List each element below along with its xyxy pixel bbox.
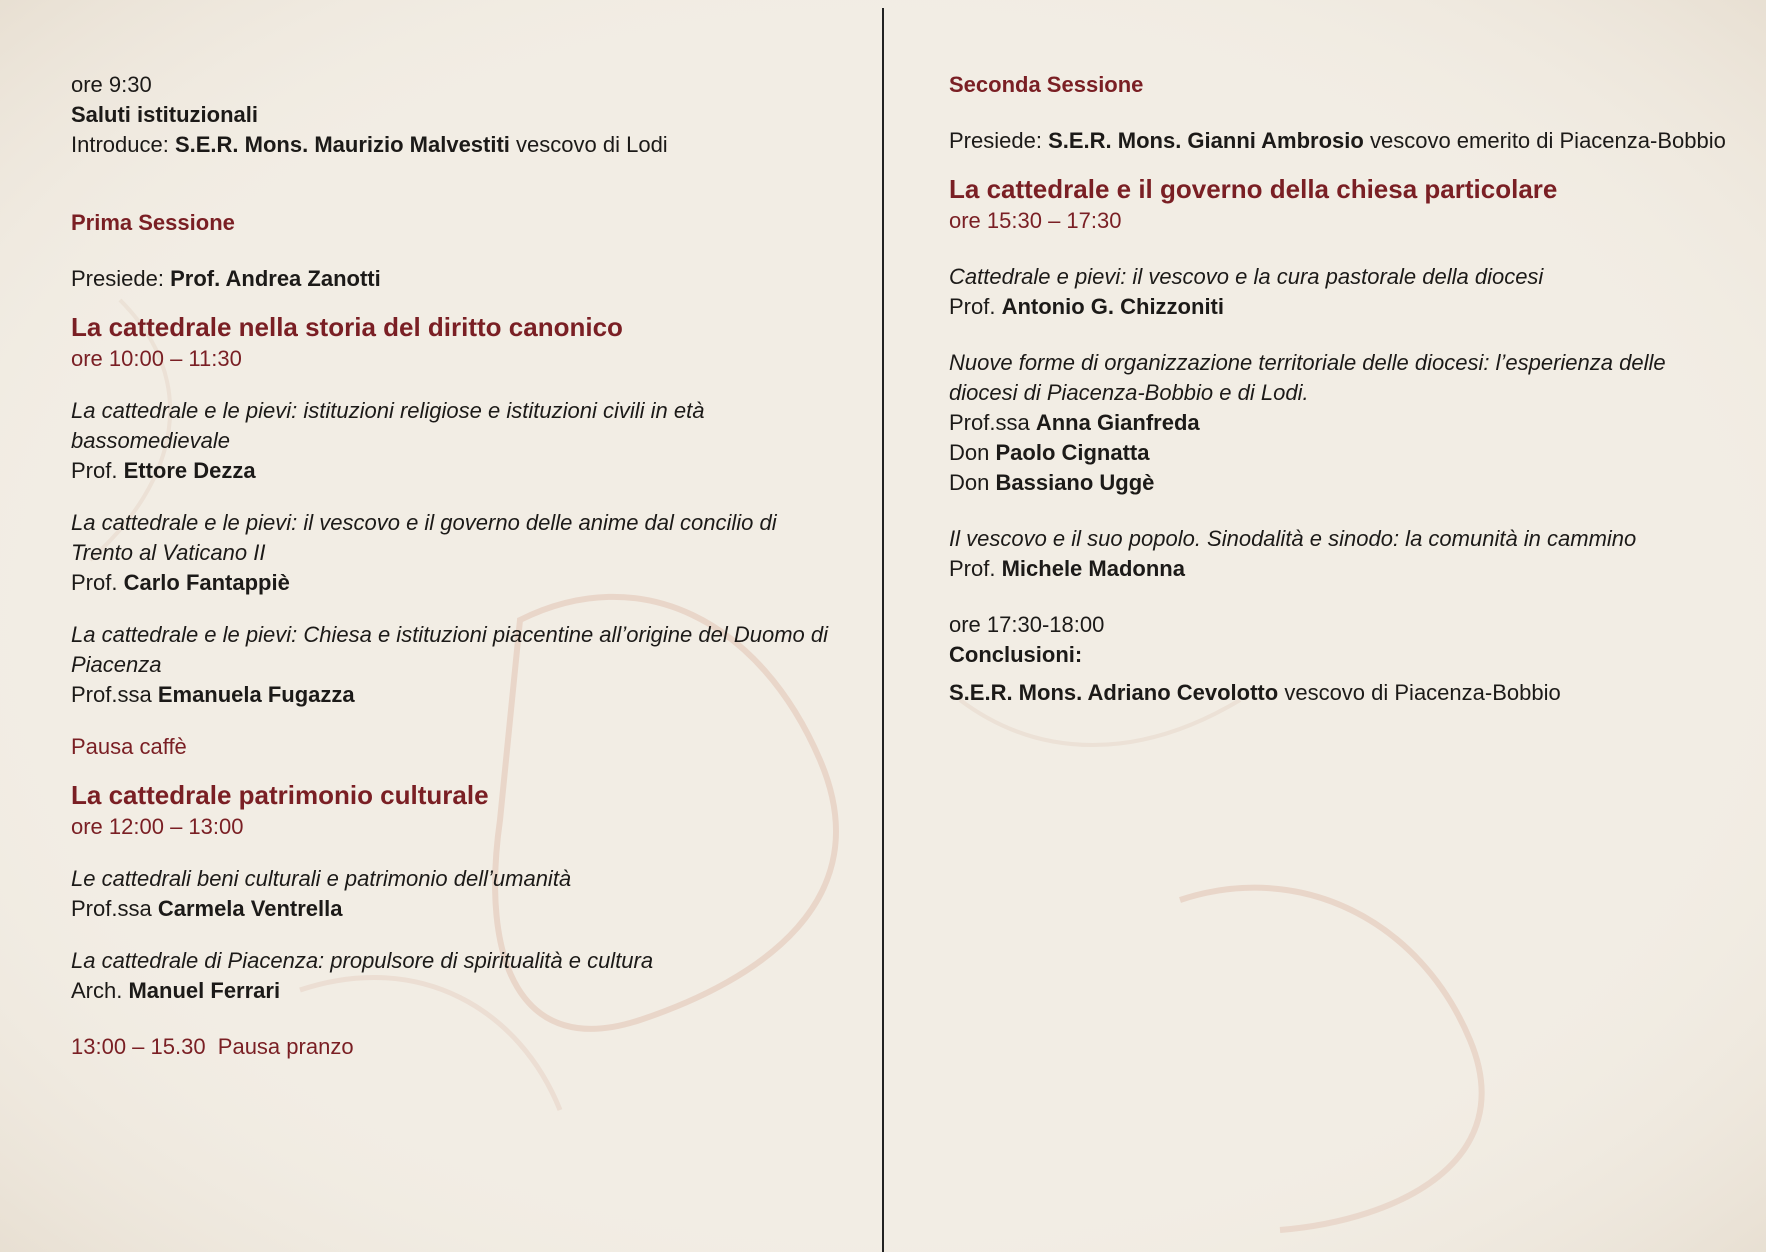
- talk-3-3: Il vescovo e il suo popolo. Sinodalità e sinodo: la comunità in cammino Prof. Michele Madonna: [949, 526, 1637, 581]
- talk-1-3: La cattedrale e le pievi: Chiesa e istituzioni piacentine all’origine del Duomo di Piacenza Prof.ssa Emanuela Fugazza: [71, 622, 828, 707]
- opening-intro: Introduce: S.E.R. Mons. Maurizio Malvestiti vescovo di Lodi: [71, 132, 668, 157]
- panel-1-time: ore 10:00 – 11:30: [71, 346, 242, 371]
- talk-3-2: Nuove forme di organizzazione territoriale delle diocesi: l’esperienza delle diocesi di Piacenza-Bobbio e di Lodi. Prof.ssa Anna Gianfreda Don Paolo Cignatta Don Bassiano Uggè: [949, 348, 1729, 498]
- lunch-break: 13:00 – 15.30 Pausa pranzo: [71, 1034, 354, 1059]
- opening-title: Saluti istituzionali: [71, 102, 259, 127]
- session-1-label: Prima Sessione: [71, 210, 235, 235]
- talk-2-1: Le cattedrali beni culturali e patrimonio dell’umanità Prof.ssa Carmela Ventrella: [71, 866, 572, 921]
- closing-title: Conclusioni:: [949, 642, 1083, 667]
- coffee-break: Pausa caffè: [71, 734, 187, 759]
- closing-speaker: S.E.R. Mons. Adriano Cevolotto vescovo di Piacenza-Bobbio: [949, 680, 1561, 705]
- talk-3-1: Cattedrale e pievi: il vescovo e la cura pastorale della diocesi Prof. Antonio G. Chizzoniti: [949, 264, 1544, 319]
- talk-1-1: La cattedrale e le pievi: istituzioni religiose e istituzioni civili in età bassomedievale Prof. Ettore Dezza: [71, 398, 705, 483]
- left-column: [71, 70, 841, 1062]
- panel-2-time: ore 12:00 – 13:00: [71, 814, 244, 839]
- opening-time: ore 9:30: [71, 72, 152, 97]
- panel-2-title: La cattedrale patrimonio culturale: [71, 780, 489, 810]
- talk-2-2: La cattedrale di Piacenza: propulsore di spiritualità e cultura Arch. Manuel Ferrari: [71, 948, 654, 1003]
- session-2-chair: Presiede: S.E.R. Mons. Gianni Ambrosio vescovo emerito di Piacenza-Bobbio: [949, 128, 1726, 153]
- column-divider: [882, 8, 884, 1252]
- session-1-chair: Presiede: Prof. Andrea Zanotti: [71, 266, 381, 291]
- panel-1-title: La cattedrale nella storia del diritto canonico: [71, 312, 623, 342]
- right-column: [949, 70, 1729, 708]
- speaker: Don Paolo Cignatta: [949, 440, 1150, 465]
- speaker: Don Bassiano Uggè: [949, 470, 1155, 495]
- panel-3-time: ore 15:30 – 17:30: [949, 208, 1122, 233]
- talk-1-2: La cattedrale e le pievi: il vescovo e il governo delle anime dal concilio di Trento al Vaticano II Prof. Carlo Fantappiè: [71, 510, 777, 595]
- panel-3-title: La cattedrale e il governo della chiesa particolare: [949, 174, 1558, 204]
- closing-time: ore 17:30-18:00: [949, 612, 1105, 637]
- speaker: Prof.ssa Anna Gianfreda: [949, 410, 1200, 435]
- session-2-label: Seconda Sessione: [949, 72, 1144, 97]
